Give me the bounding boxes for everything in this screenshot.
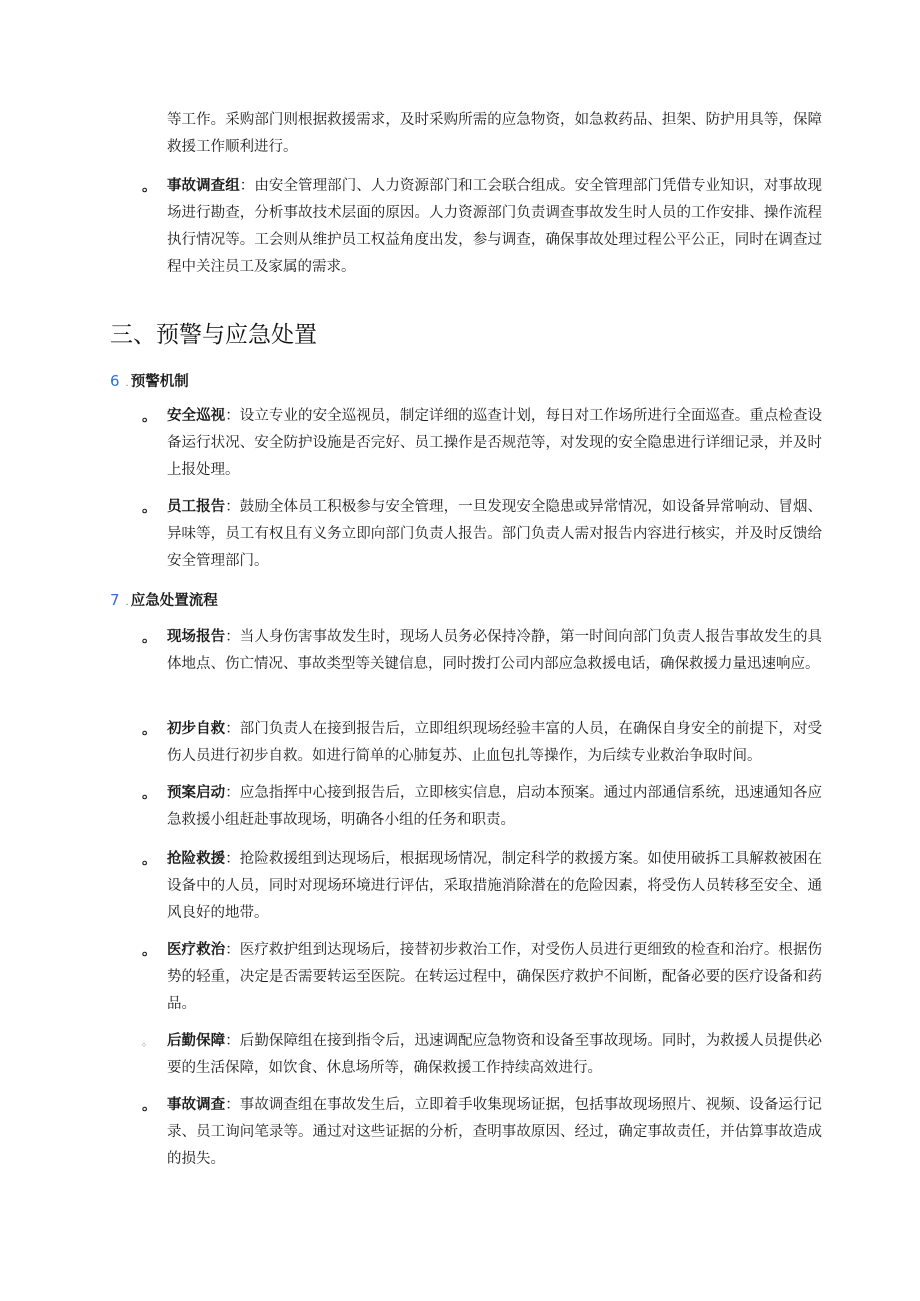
subsection-number: 6 [110,372,120,390]
subsection-dot: . [125,597,129,608]
list-item-employee-report [142,494,822,575]
continuation-paragraph: 等工作。采购部门则根据救援需求，及时采购所需的应急物资，如急救药品、担架、防护用具等，保障救援工作顺利进行。 [167,112,822,155]
item-term: 抢险救援 [167,851,226,867]
list-item-investigation-group [142,173,822,281]
list-item-initial-self-rescue [142,716,822,770]
bullet: 。 [142,178,157,195]
list-item-safety-patrol [142,403,822,484]
item-text: ：鼓励全体员工积极参与安全管理，一旦发现安全隐患或异常情况，如设备异常响动、冒烟、异味等，员工有权且有义务立即向部门负责人报告。部门负责人需对报告内容进行核实，并及时反馈给安全管理部门。 [167,499,823,569]
bullet: 。 [142,851,157,868]
item-text: ：当人身伤害事故发生时，现场人员务必保持冷静，第一时间向部门负责人报告事故发生的具体地点、伤亡情况、事故类型等关键信息，同时拨打公司内部应急救援电话，确保救援力量迅速响应。 [167,629,823,672]
bullet: 。 [142,629,157,646]
subsection-label: 应急处置流程 [130,593,218,609]
item-text: ：后勤保障组在接到指令后，迅速调配应急物资和设备至事故现场。同时，为救援人员提供必要的生活保障，如饮食、休息场所等，确保救援工作持续高效进行。 [167,1033,823,1076]
list-item-plan-activation [142,780,822,834]
subsection-heading-warning [110,370,189,395]
bullet: 。 [142,1035,153,1048]
bullet: 。 [142,785,157,802]
item-term: 事故调查组 [167,178,240,194]
list-item-onsite-report [142,624,822,678]
item-text: ：应急指挥中心接到报告后，立即核实信息，启动本预案。通过内部通信系统，迅速通知各应急救援小组赶赴事故现场，明确各小组的任务和职责。 [167,785,823,828]
subsection-number: 7 [110,591,120,609]
subsection-dot: . [125,378,129,389]
item-term: 初步自救 [167,721,226,737]
item-term: 安全巡视 [167,408,226,424]
item-text: ：医疗救护组到达现场后，接替初步救治工作，对受伤人员进行更细致的检查和治疗。根据伤势的轻重，决定是否需要转运至医院。在转运过程中，确保医疗救护不间断，配备必要的医疗设备和药品。 [167,942,823,1012]
list-item-rescue [142,846,822,927]
subsection-heading-emergency [110,589,218,614]
section-title: 三、预警与应急处置 [110,322,317,348]
item-term: 后勤保障 [167,1033,226,1049]
bullet: 。 [142,721,157,738]
item-text: ：事故调查组在事故发生后，立即着手收集现场证据，包括事故现场照片、视频、设备运行记录、员工询问笔录等。通过对这些证据的分析，查明事故原因、经过，确定事故责任，并估算事故造成的损失。 [167,1097,823,1167]
item-term: 现场报告 [167,629,226,645]
bullet: 。 [142,942,157,959]
list-item-logistics [142,1028,822,1082]
item-term: 医疗救治 [167,942,226,958]
list-item-accident-investigation [142,1092,822,1173]
item-term: 预案启动 [167,785,226,801]
item-text: ：部门负责人在接到报告后，立即组织现场经验丰富的人员，在确保自身安全的前提下，对受伤人员进行初步自救。如进行简单的心肺复苏、止血包扎等操作，为后续专业救治争取时间。 [167,721,823,764]
item-term: 事故调查 [167,1097,226,1113]
bullet: 。 [142,1097,157,1114]
item-text: ：由安全管理部门、人力资源部门和工会联合组成。安全管理部门凭借专业知识，对事故现场进行勘查，分析事故技术层面的原因。人力资源部门负责调查事故发生时人员的工作安排、操作流程执行情况等。工会则从维护员工权益角度出发，参与调查，确保事故处理过程公平公正，同时在调查过程中关注员工及家属的需求。 [167,178,823,275]
list-item-medical-treatment [142,937,822,1018]
bullet: 。 [142,499,157,516]
subsection-label: 预警机制 [130,374,189,390]
bullet: 。 [142,408,157,425]
item-text: ：设立专业的安全巡视员，制定详细的巡查计划，每日对工作场所进行全面巡查。重点检查设备运行状况、安全防护设施是否完好、员工操作是否规范等，对发现的安全隐患进行详细记录，并及时上报处理。 [167,408,823,478]
item-term: 员工报告 [167,499,226,515]
item-text: ：抢险救援组到达现场后，根据现场情况，制定科学的救援方案。如使用破拆工具解救被困在设备中的人员，同时对现场环境进行评估，采取措施消除潜在的危险因素，将受伤人员转移至安全、通风良好的地带。 [167,851,823,921]
